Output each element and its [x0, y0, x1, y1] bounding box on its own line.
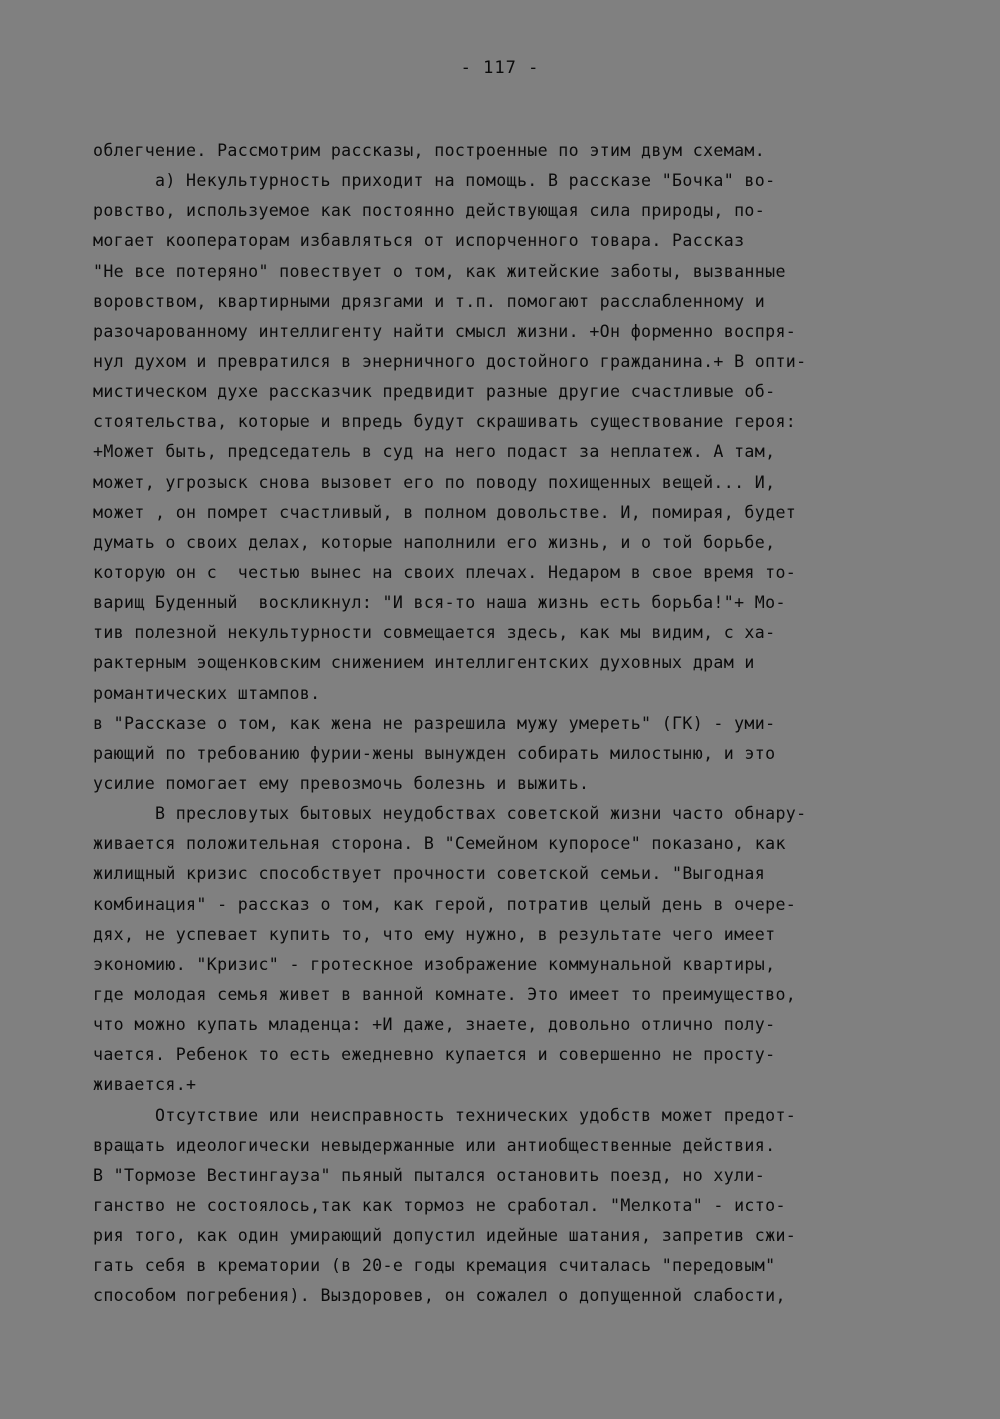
text-line: в "Рассказе о том, как жена не разрешила мужу умереть" (ГК) - уми-: [93, 713, 776, 733]
text-line: варищ Буденный воскликнул: "И вся-то наша жизнь есть борьба!"+ Мо-: [93, 593, 786, 613]
text-line: вращать идеологически невыдержанные или антиобщественные действия.: [93, 1135, 776, 1155]
text-line: Отсутствие или неисправность технических удобств может предот-: [93, 1105, 797, 1125]
text-line: чается. Ребенок то есть ежедневно купается и совершенно не просту-: [93, 1045, 776, 1065]
text-line: способом погребения). Выздоровев, он сожалел о допущенной слабости,: [93, 1286, 786, 1306]
text-line: живается.+: [93, 1075, 197, 1095]
text-line: гать себя в крематории (в 20-е годы кремация считалась "передовым": [93, 1256, 776, 1276]
text-line: облегчение. Рассмотрим рассказы, построенные по этим двум схемам.: [93, 141, 766, 160]
text-line: дях, не успевает купить то, что ему нужно, в результате чего имеет: [93, 924, 776, 944]
text-line: рия того, как один умирающий допустил идейные шатания, запретив сжи-: [93, 1226, 797, 1246]
text-line: рающий по требованию фурии-жены вынужден собирать милостыню, и это: [93, 743, 776, 763]
text-line: может , он помрет счастливый, в полном довольстве. И, помирая, будет: [93, 502, 797, 522]
text-line: рактерным эощенковским снижением интеллигентских духовных драм и: [93, 653, 755, 673]
text-line: комбинация" - рассказ о том, как герой, потратив целый день в очере-: [93, 894, 797, 914]
text-line: нул духом и превратился в энерничного достойного гражданина.+ В опти-: [93, 351, 807, 371]
text-line: экономию. "Кризис" - гротескное изображение коммунальной квартиры,: [93, 954, 776, 974]
text-line: романтических штампов.: [93, 683, 321, 703]
text-line: где молодая семья живет в ванной комнате. Это имеет то преимущество,: [93, 984, 797, 1004]
text-line: ровство, используемое как постоянно действующая сила природы, по-: [93, 201, 766, 221]
text-line: "Не все потеряно" повествует о том, как житейские заботы, вызванные: [93, 261, 786, 281]
text-line: стоятельства, которые и впредь будут скрашивать существование героя:: [93, 412, 797, 432]
text-line: разочарованному интеллигенту найти смысл жизни. +Он форменно воспря-: [93, 321, 797, 341]
text-line: усилие помогает ему превозмочь болезнь и выжить.: [93, 773, 590, 793]
text-line: а) Некультурность приходит на помощь. В рассказе "Бочка" во-: [93, 171, 776, 191]
body-text: [93, 136, 923, 1311]
text-line: +Может быть, председатель в суд на него подаст за неплатеж. А там,: [93, 442, 776, 462]
text-line: В пресловутых бытовых неудобствах советской жизни часто обнару-: [93, 804, 807, 824]
text-line: что можно купать младенца: +И даже, знаете, довольно отлично полу-: [93, 1015, 776, 1035]
text-line: ганство не состоялось,так как тормоз не сработал. "Мелкота" - исто-: [93, 1195, 786, 1215]
text-line: воровством, квартирными дрязгами и т.п. помогают расслабленному и: [93, 291, 766, 311]
text-line: жилищный кризис способствует прочности советской семьи. "Выгодная: [93, 864, 766, 884]
text-line: живается положительная сторона. В "Семейном купоросе" показано, как: [93, 834, 786, 854]
text-line: тив полезной некультурности совмещается здесь, как мы видим, с ха-: [93, 623, 776, 643]
text-line: мистическом духе рассказчик предвидит разные другие счастливые об-: [93, 382, 776, 402]
page-number: - 117 -: [460, 58, 540, 78]
text-line: В "Тормозе Вестингауза" пьяный пытался остановить поезд, но хули-: [93, 1165, 766, 1185]
text-line: которую он с честью вынес на своих плечах. Недаром в свое время то-: [93, 562, 797, 582]
text-line: могает кооператорам избавляться от испорченного товара. Рассказ: [93, 231, 745, 251]
text-line: думать о своих делах, которые наполнили его жизнь, и о той борьбе,: [93, 532, 776, 552]
text-line: может, угрозыск снова вызовет его по поводу похищенных вещей... И,: [93, 472, 776, 492]
